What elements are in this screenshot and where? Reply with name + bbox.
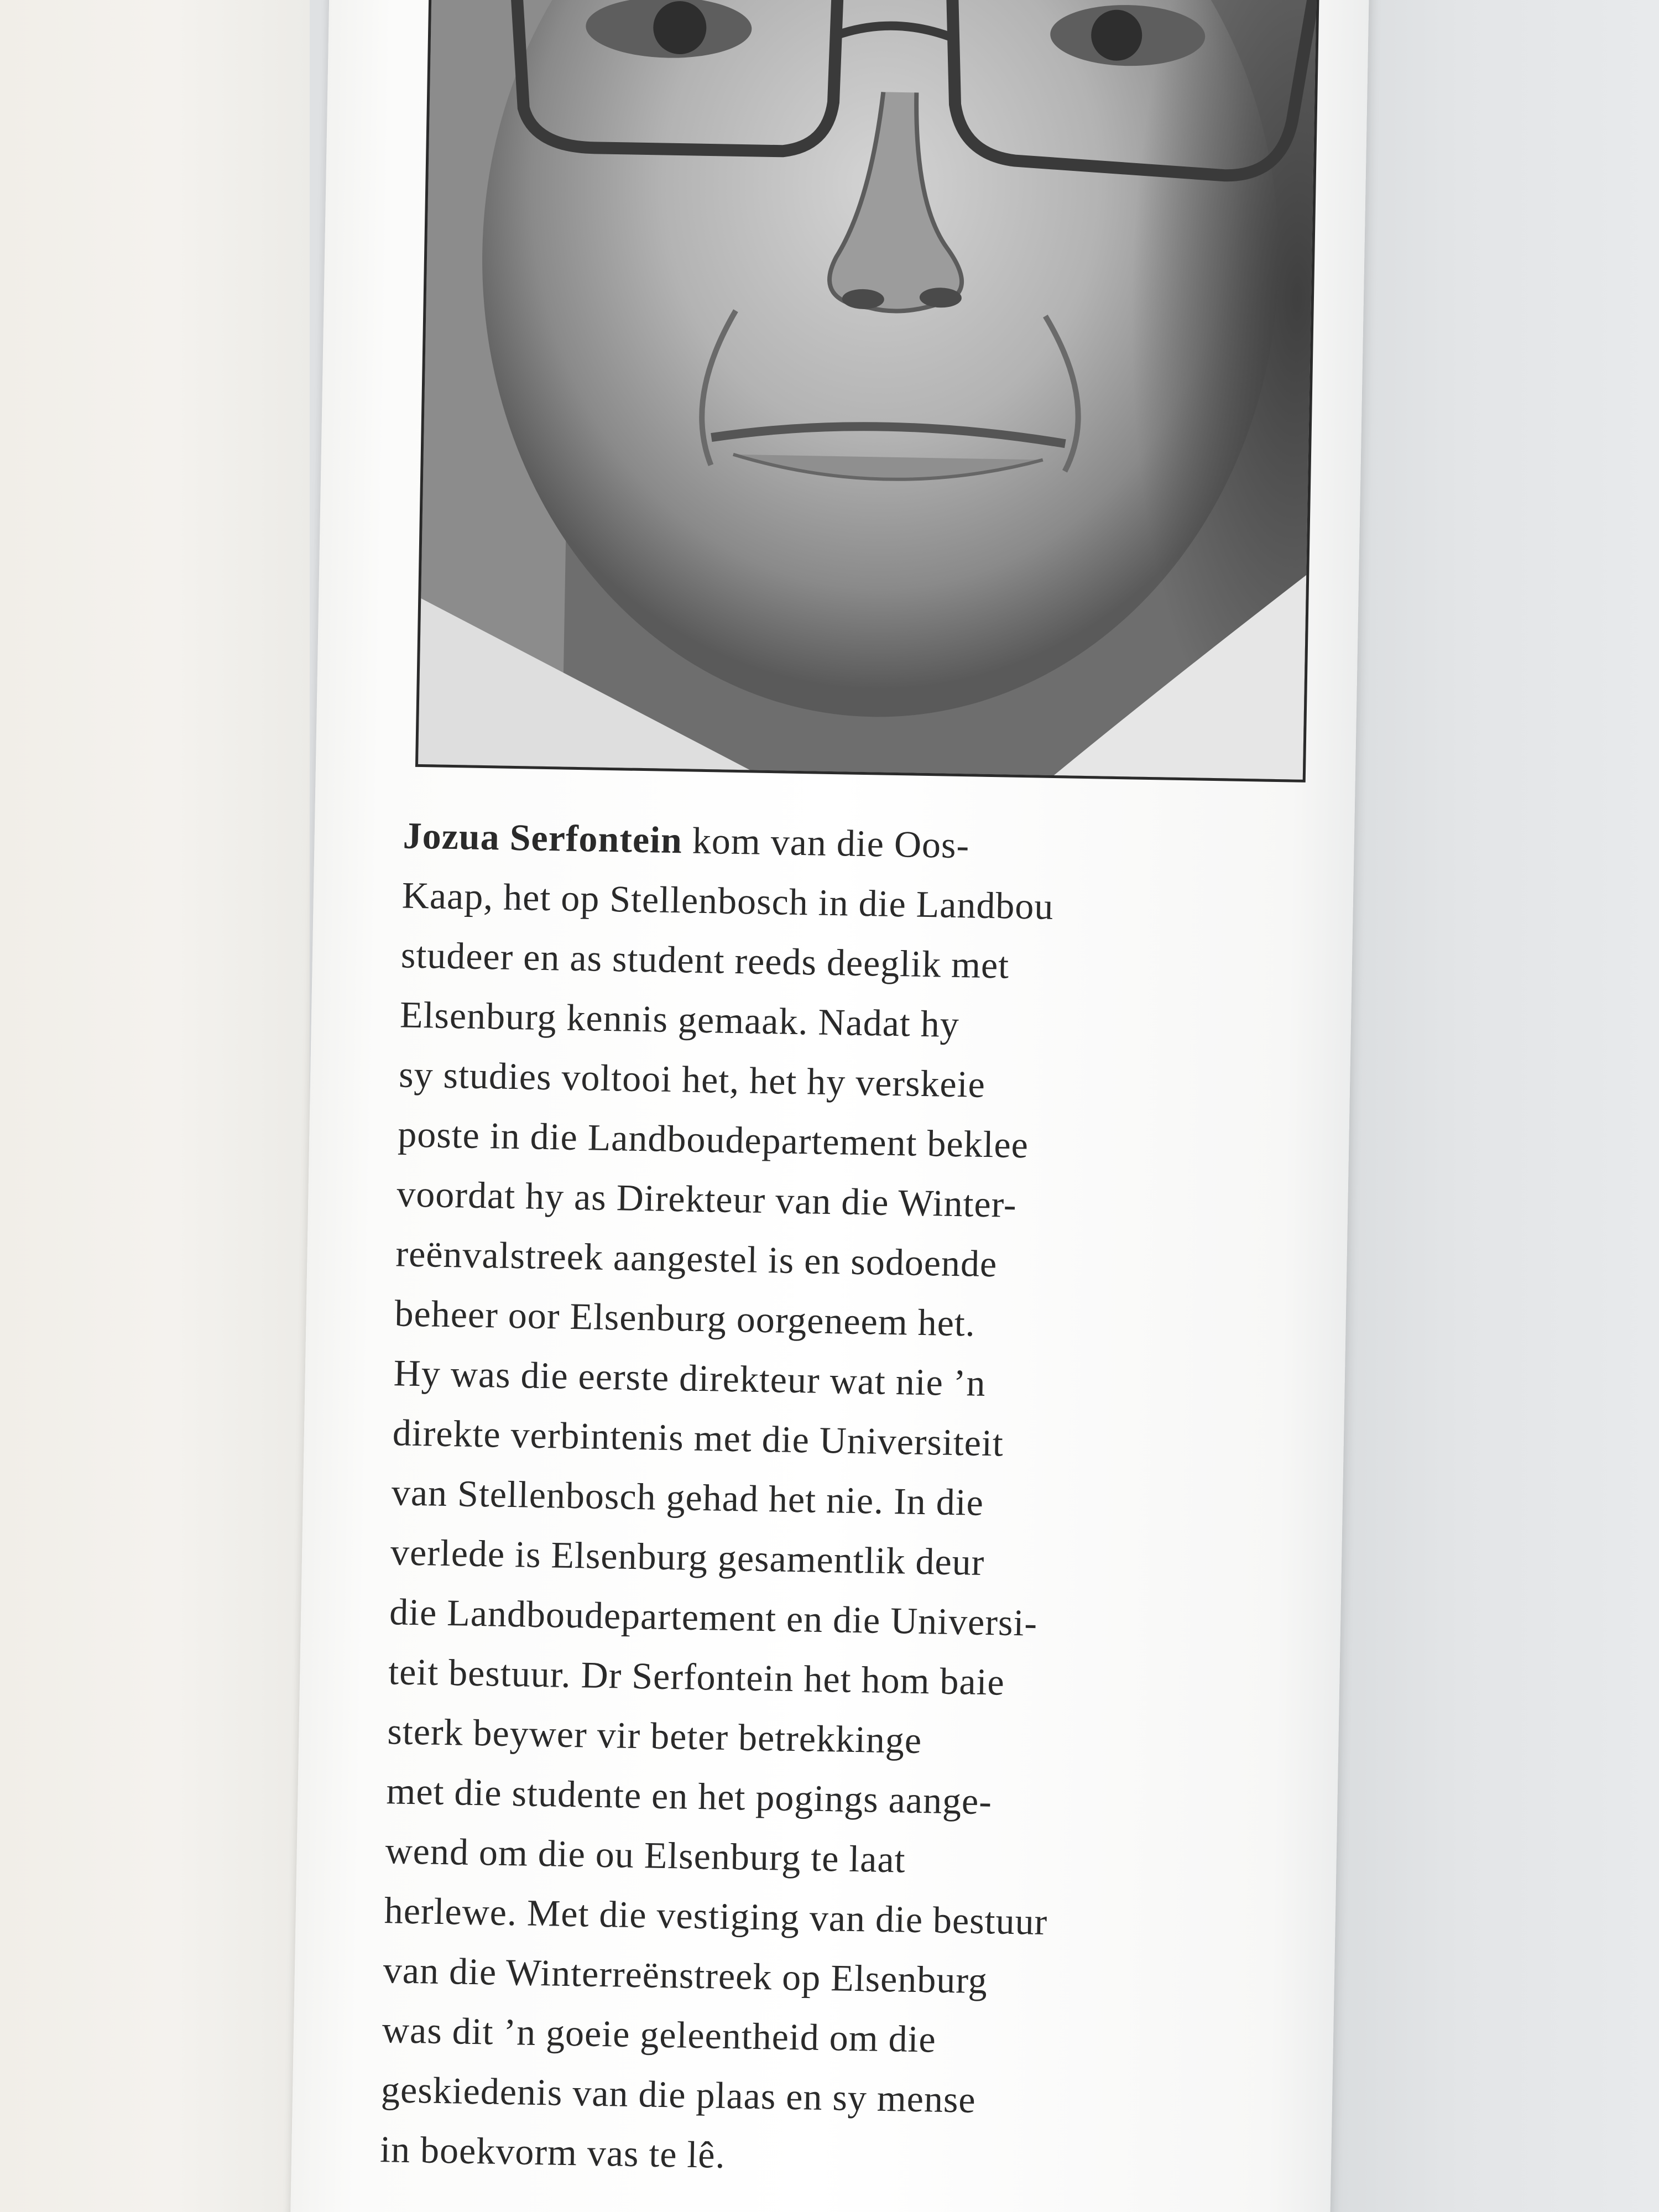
person-name: Jozua Serfontein <box>403 814 683 862</box>
biography-line: die Landboudepartement en die Universi- <box>389 1590 1038 1644</box>
biography-line: direkte verbintenis met die Universiteit <box>392 1411 1004 1464</box>
biography-line: Kaap, het op Stellenbosch in die Landbou <box>401 874 1055 928</box>
biography-text <box>379 805 1288 2194</box>
biography-line: geskiedenis van die plaas en sy mense <box>380 2068 977 2121</box>
biography-line: Hy was die eerste direkteur wat nie ’n <box>393 1352 987 1404</box>
portrait-photo <box>415 0 1319 782</box>
biography-line: herlewe. Met die vestiging van die bestuur <box>384 1889 1048 1943</box>
left-book-page <box>0 0 310 2212</box>
biography-line: beheer oor Elsenburg oorgeneem het. <box>394 1292 976 1344</box>
biography-line: poste in die Landboudepartement beklee <box>397 1113 1029 1166</box>
biography-line: in boekvorm vas te lê. <box>379 2128 726 2176</box>
biography-line: van die Winterreënstreek op Elsenburg <box>383 1949 988 2002</box>
biography-line: Elsenburg kennis gemaak. Nadat hy <box>399 993 960 1046</box>
biography-line: Jozua Serfontein kom van die Oos- <box>403 814 970 867</box>
biography-line: teit bestuur. Dr Serfontein het hom baie <box>388 1650 1005 1703</box>
biography-line: verlede is Elsenburg gesamentlik deur <box>390 1531 985 1584</box>
biography-line: voordat hy as Direkteur van die Winter- <box>396 1172 1018 1225</box>
biography-line: wend om die ou Elsenburg te laat <box>385 1829 906 1881</box>
biography-line: sterk beywer vir beter betrekkinge <box>387 1710 922 1762</box>
right-background-page <box>1327 0 1659 2212</box>
biography-line: sy studies voltooi het, het hy verskeie <box>398 1053 986 1105</box>
portrait-illustration <box>418 0 1317 780</box>
biography-line: studeer en as student reeds deeglik met <box>400 933 1010 987</box>
biography-line: van Stellenbosch gehad het nie. In die <box>391 1471 984 1524</box>
biography-line: was dit ’n goeie geleentheid om die <box>382 2008 937 2060</box>
biography-line: met die studente en het pogings aange- <box>385 1770 993 1823</box>
bookmark-insert <box>290 0 1369 2212</box>
biography-line: reënvalstreek aangestel is en sodoende <box>395 1232 998 1285</box>
